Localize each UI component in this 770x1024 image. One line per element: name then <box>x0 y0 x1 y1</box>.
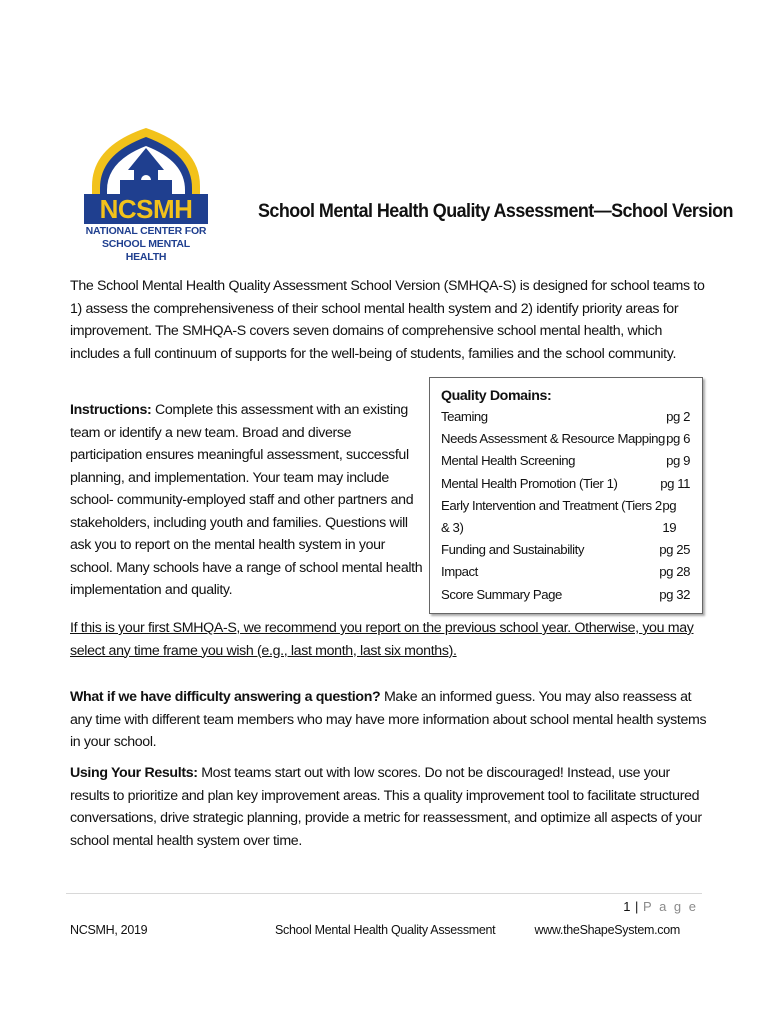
domain-page: pg 28 <box>659 564 690 580</box>
footer-left: NCSMH, 2019 <box>70 923 148 937</box>
logo-subtitle <box>82 225 210 264</box>
domain-name: Teaming <box>441 409 488 424</box>
instructions-paragraph <box>70 399 425 602</box>
domain-row <box>441 450 690 472</box>
domain-name: Early Intervention and Treatment (Tiers 2 & 3) <box>441 497 662 536</box>
page-number-value: 1 <box>623 899 631 914</box>
domain-page: pg 2 <box>666 409 690 424</box>
domain-row <box>441 406 690 428</box>
logo-subtitle-line2: SCHOOL MENTAL HEALTH <box>101 238 190 263</box>
intro-paragraph: The School Mental Health Quality Assessment School Version (SMHQA-S) is designed for school teams to 1) assess the comprehensiveness of their school mental health system and 2) identify priority areas for improvement. The SMHQA-S covers seven domains of comprehensive school mental health, which includes a full continuum of supports for the well-being of students, families and the school community. <box>70 278 705 362</box>
difficulty-label: What if we have difficulty answering a question? <box>70 689 381 705</box>
domain-row <box>441 539 690 561</box>
domain-page: pg 11 <box>660 475 690 491</box>
instructions-label: Instructions: <box>70 402 152 418</box>
domain-page: pg 25 <box>659 542 690 558</box>
footer-center: School Mental Health Quality Assessment <box>275 923 496 937</box>
domain-name: Funding and Sustainability <box>441 542 584 558</box>
domain-name: Impact <box>441 564 478 580</box>
quality-domains-box <box>429 377 703 614</box>
document-title: School Mental Health Quality Assessment—School Version <box>258 200 733 222</box>
footer-divider <box>66 893 702 894</box>
instructions-text: Complete this assessment with an existing team or identify a new team. Broad and diverse participation ensures meaningful assessment, successful planning, and implementation. Your team may include school- community-employed staff and other partners and stakeholders, including youth and families. Questions will ask you to report on the mental health system in your school. Many schools have a range of school mental health implementation and quality. <box>70 402 423 598</box>
domain-name: Score Summary Page <box>441 586 562 602</box>
domain-row <box>441 561 690 583</box>
domain-page: pg 9 <box>666 453 690 469</box>
results-text: Most teams start out with low scores. Do not be discouraged! Instead, use your results to prioritize and plan key improvement areas. This a quality improvement tool to facilitate structured conversations, drive strategic planning, provide a metric for reassessment, and optimize all aspects of your school mental health system over time. <box>70 765 702 849</box>
domain-row <box>441 473 690 495</box>
domain-name: Mental Health Screening <box>441 453 576 469</box>
quality-domains-heading: Quality Domains: <box>441 388 552 404</box>
domain-name: Mental Health Promotion (Tier 1) <box>441 475 618 491</box>
page-number <box>623 899 698 914</box>
logo-wordmark: NCSMH <box>99 194 193 224</box>
logo-subtitle-line1: NATIONAL CENTER FOR <box>85 225 207 237</box>
domain-row <box>441 495 690 539</box>
results-paragraph <box>70 762 710 852</box>
footer-website-link[interactable]: www.theShapeSystem.com <box>534 923 680 937</box>
domain-page: pg 6 <box>666 431 690 447</box>
difficulty-text: Make an informed guess. You may also reassess at any time with different team members who may have more information about school mental health systems in your school. <box>70 689 707 750</box>
domain-page: pg 19 <box>662 497 677 536</box>
domain-page: pg 32 <box>659 586 690 602</box>
results-label: Using Your Results: <box>70 765 198 781</box>
domain-row <box>441 584 690 606</box>
domain-row <box>441 428 690 450</box>
difficulty-paragraph <box>70 686 710 754</box>
first-time-note: If this is your first SMHQA-S, we recommend you report on the previous school year. Otherwise, you may select any time frame you wish (e.g., last month, last six months). <box>70 620 694 659</box>
page-number-separator: | <box>630 899 644 914</box>
page-word: P a g e <box>643 899 698 914</box>
domain-name: Needs Assessment & Resource Mapping <box>441 431 665 447</box>
